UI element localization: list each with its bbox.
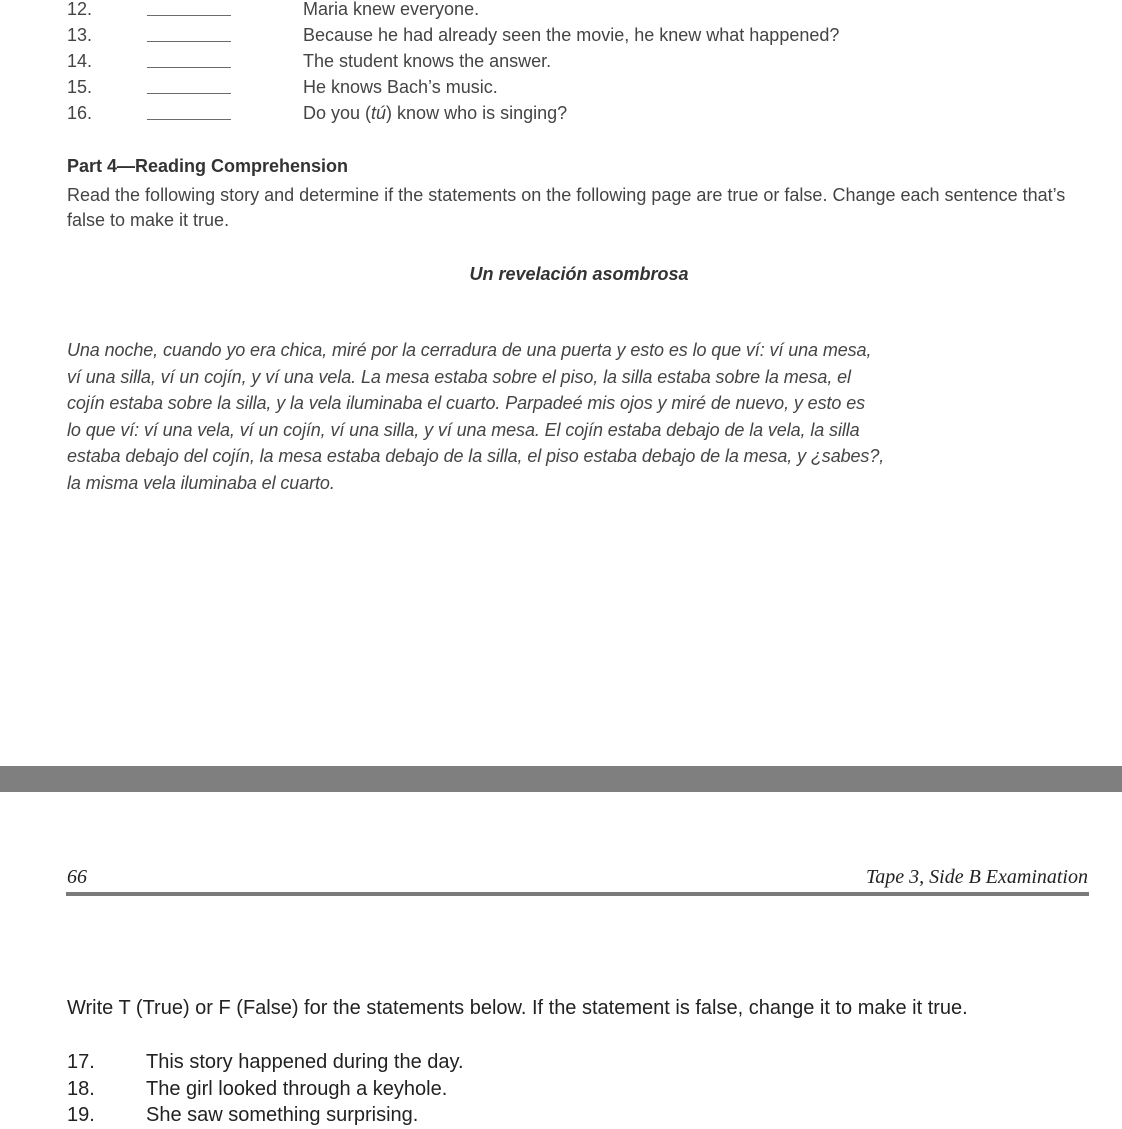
story-line: estaba debajo del cojín, la mesa estaba debajo de la silla, el piso estaba debajo de la mesa, y ¿sabes?, [67,446,885,466]
story-line: ví una silla, ví un cojín, y ví una vela. La mesa estaba sobre el piso, la silla estaba sobre la mesa, el [67,366,851,387]
story-body [67,337,1095,496]
question-text [303,100,567,126]
statement-text: She saw something surprising. [146,1104,419,1126]
statement-number: 17. [67,1051,95,1073]
page-separator-band [0,766,1122,792]
question-number: 14. [67,51,93,71]
answer-blank [147,119,231,120]
question-number: 12. [67,0,93,19]
true-false-instructions: Write T (True) or F (False) for the statements below. If the statement is false, change it to make it true. [67,997,968,1019]
question-text-part: Do you ( [303,103,372,123]
question-text-italic: tú [371,103,387,123]
answer-blank [147,67,231,68]
running-title: Tape 3, Side B Examination [865,866,1088,888]
question-text-part: ) know who is singing? [386,103,568,123]
section-instructions: Read the following story and determine if the statements on the following page are true or false. Change each sentence that’s false to make it true. [67,185,1066,230]
question-text: Because he had already seen the movie, he knew what happened? [303,25,840,45]
story-line: la misma vela iluminaba el cuarto. [67,472,335,493]
answer-blank [147,93,231,94]
story-line: lo que ví: ví una vela, ví un cojín, ví una silla, y ví una mesa. El cojín estaba debajo de la vela, la silla [67,419,860,440]
story-title: Un revelación asombrosa [469,264,689,284]
statement-number: 18. [67,1077,95,1100]
question-text: He knows Bach’s music. [303,77,498,97]
page-number: 66 [67,866,87,888]
question-number: 15. [67,77,93,97]
question-text: Maria knew everyone. [303,0,480,19]
statement-text: The girl looked through a keyhole. [146,1077,448,1100]
story-line: cojín estaba sobre la silla, y la vela iluminaba el cuarto. Parpadeé mis ojos y miré de nuevo, y esto es [67,393,866,413]
question-number: 13. [67,25,93,45]
question-number: 16. [67,103,93,123]
statement-number: 19. [67,1104,95,1126]
story-line: Una noche, cuando yo era chica, miré por la cerradura de una puerta y esto es lo que ví: ví una mesa, [67,340,872,360]
statement-text: This story happened during the day. [146,1051,464,1073]
header-rule-divider [66,892,1089,896]
answer-blank [147,41,231,42]
answer-blank [147,15,231,16]
section-heading: Part 4—Reading Comprehension [67,156,349,176]
question-text: The student knows the answer. [303,51,552,71]
